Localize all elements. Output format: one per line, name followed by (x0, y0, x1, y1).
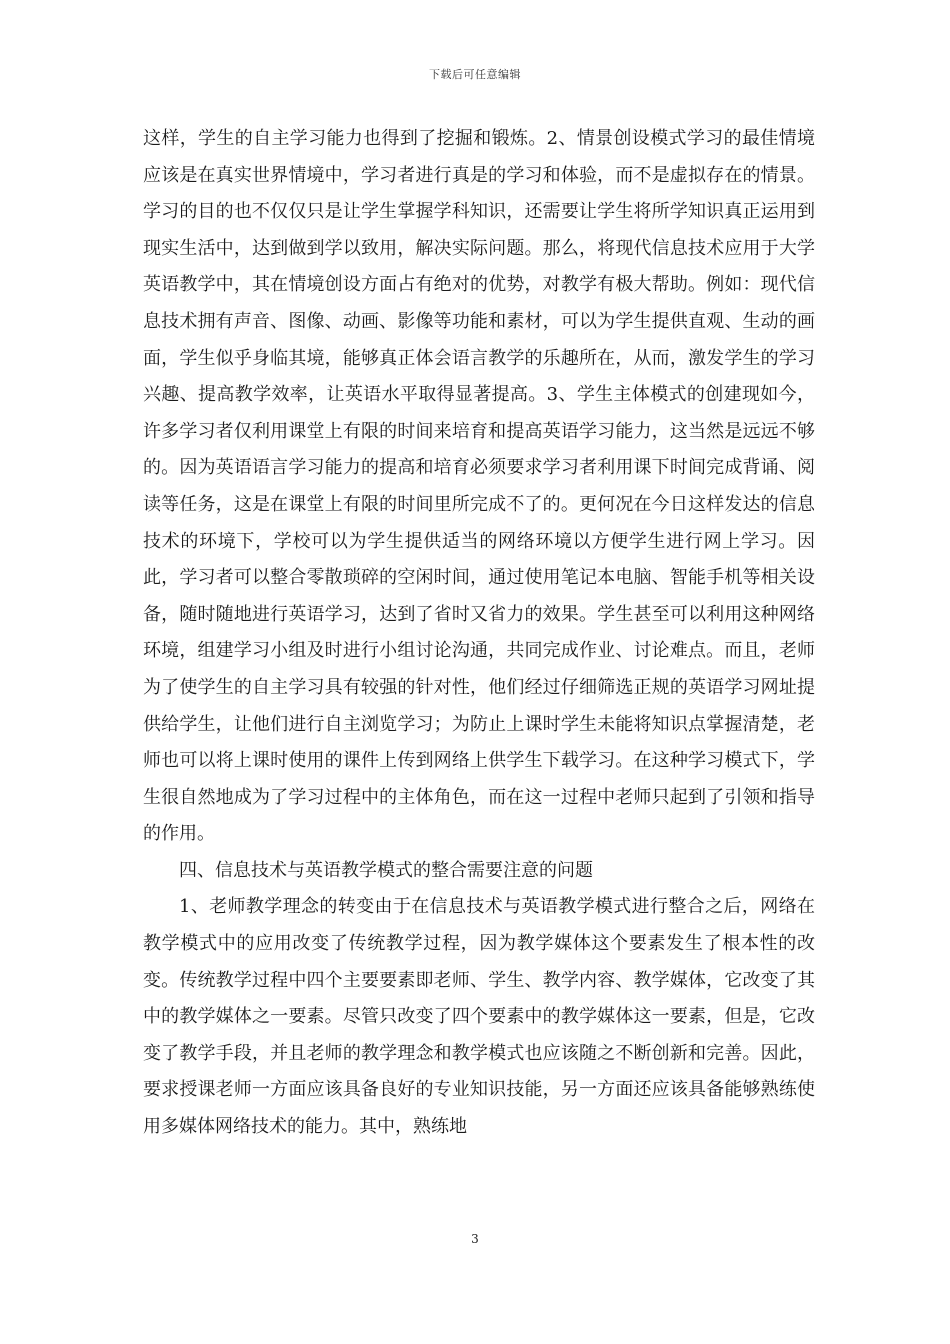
paragraph: 1、老师教学理念的转变由于在信息技术与英语教学模式进行整合之后，网络在教学模式中的应用改变了传统教学过程，因为教学媒体这个要素发生了根本性的改变。传统教学过程中四个主要要素即老师、学生、教学内容、教学媒体，它改变了其中的教学媒体之一要素。尽管只改变了四个要素中的教学媒体这一要素，但是，它改变了教学手段，并且老师的教学理念和教学模式也应该随之不断创新和完善。因此，要求授课老师一方面应该具备良好的专业知识技能，另一方面还应该具备能够熟练使用多媒体网络技术的能力。其中，熟练地 (143, 896, 815, 1138)
paragraph-continuation: 这样，学生的自主学习能力也得到了挖掘和锻炼。2、情景创设模式学习的最佳情境应该是在真实世界情境中，学习者进行真是的学习和体验，而不是虚拟存在的情景。学习的目的也不仅仅只是让学生掌握学科知识，还需要让学生将所学知识真正运用到现实生活中，达到做到学以致用，解决实际问题。那么，将现代信息技术应用于大学英语教学中，其在情境创设方面占有绝对的优势，对教学有极大帮助。例如：现代信息技术拥有声音、图像、动画、影像等功能和素材，可以为学生提供直观、生动的画面，学生似乎身临其境，能够真正体会语言教学的乐趣所在，从而，激发学生的学习兴趣、提高教学效率，让英语水平取得显著提高。3、学生主体模式的创建现如今，许多学习者仅利用课堂上有限的时间来培育和提高英语学习能力，这当然是远远不够的。因为英语语言学习能力的提高和培育必须要求学习者利用课下时间完成背诵、阅读等任务，这是在课堂上有限的时间里所完成不了的。更何况在今日这样发达的信息技术的环境下，学校可以为学生提供适当的网络环境以方便学生进行网上学习。因此，学习者可以整合零散琐碎的空闲时间，通过使用笔记本电脑、智能手机等相关设备，随时随地进行英语学习，达到了省时又省力的效果。学生甚至可以利用这种网络环境，组建学习小组及时进行小组讨论沟通，共同完成作业、讨论难点。而且，老师为了使学生的自主学习具有较强的针对性，他们经过仔细筛选正规的英语学习网址提供给学生，让他们进行自主浏览学习；为防止上课时学生未能将知识点掌握清楚，老师也可以将上课时使用的课件上传到网络上供学生下载学习。在这种学习模式下，学生很自然地成为了学习过程中的主体角色，而在这一过程中老师只起到了引领和指导的作用。 (143, 128, 815, 845)
page-header: 下载后可任意编辑 (429, 68, 521, 81)
section-heading: 四、信息技术与英语教学模式的整合需要注意的问题 (179, 859, 593, 881)
document-body (143, 121, 815, 1146)
page-number: 3 (471, 1232, 479, 1246)
